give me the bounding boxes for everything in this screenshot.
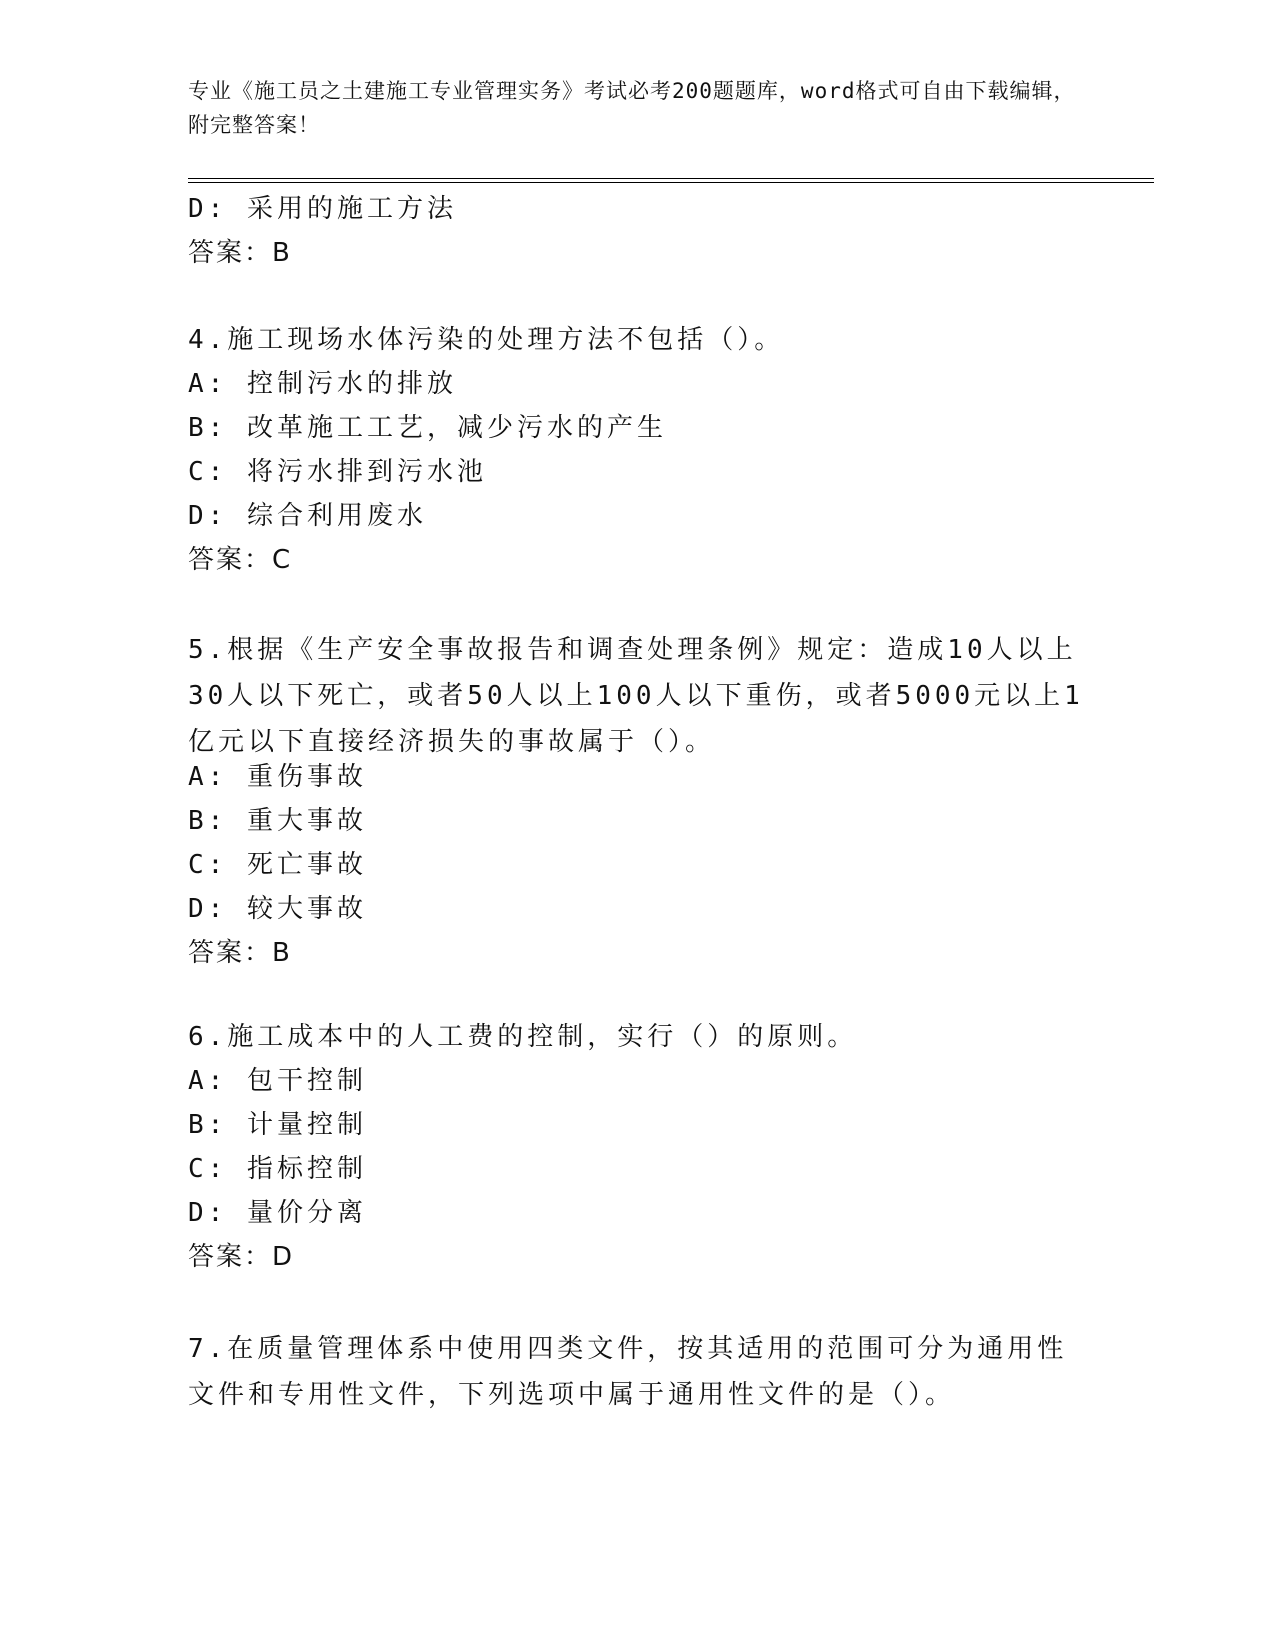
q4-answer: 答案：C bbox=[188, 545, 293, 575]
q4-option-a: A: 控制污水的排放 bbox=[188, 369, 457, 399]
q6-option-c: C: 指标控制 bbox=[188, 1154, 367, 1184]
header-divider-top bbox=[188, 178, 1154, 179]
q4-option-d: D: 综合利用废水 bbox=[188, 501, 427, 531]
q4-stem: 4.施工现场水体污染的处理方法不包括（）。 bbox=[188, 325, 785, 355]
header-divider-bottom bbox=[188, 182, 1154, 183]
q6-answer: 答案：D bbox=[188, 1242, 295, 1272]
q4-option-c: C: 将污水排到污水池 bbox=[188, 457, 487, 487]
q5-option-a: A: 重伤事故 bbox=[188, 762, 367, 792]
q5-option-c: C: 死亡事故 bbox=[188, 850, 367, 880]
document-header: 专业《施工员之土建施工专业管理实务》考试必考200题题库，word格式可自由下载编辑，附完整答案！ bbox=[188, 79, 1076, 137]
q4-option-b: B: 改革施工工艺，减少污水的产生 bbox=[188, 413, 667, 443]
q5-answer: 答案：B bbox=[188, 938, 292, 968]
q6-option-b: B: 计量控制 bbox=[188, 1110, 367, 1140]
q5-option-d: D: 较大事故 bbox=[188, 894, 367, 924]
q3-option-d: D: 采用的施工方法 bbox=[188, 194, 457, 224]
q3-answer: 答案：B bbox=[188, 238, 292, 268]
q6-stem: 6.施工成本中的人工费的控制，实行（）的原则。 bbox=[188, 1022, 858, 1052]
q6-option-a: A: 包干控制 bbox=[188, 1066, 367, 1096]
q7-stem: 7.在质量管理体系中使用四类文件，按其适用的范围可分为通用性文件和专用性文件，下列选项中属于通用性文件的是（）。 bbox=[188, 1334, 1068, 1410]
q5-stem: 5.根据《生产安全事故报告和调查处理条例》规定：造成10人以上30人以下死亡，或者50人以上100人以下重伤，或者5000元以上1亿元以下直接经济损失的事故属于（）。 bbox=[188, 635, 1084, 757]
q5-option-b: B: 重大事故 bbox=[188, 806, 367, 836]
q6-option-d: D: 量价分离 bbox=[188, 1198, 367, 1228]
